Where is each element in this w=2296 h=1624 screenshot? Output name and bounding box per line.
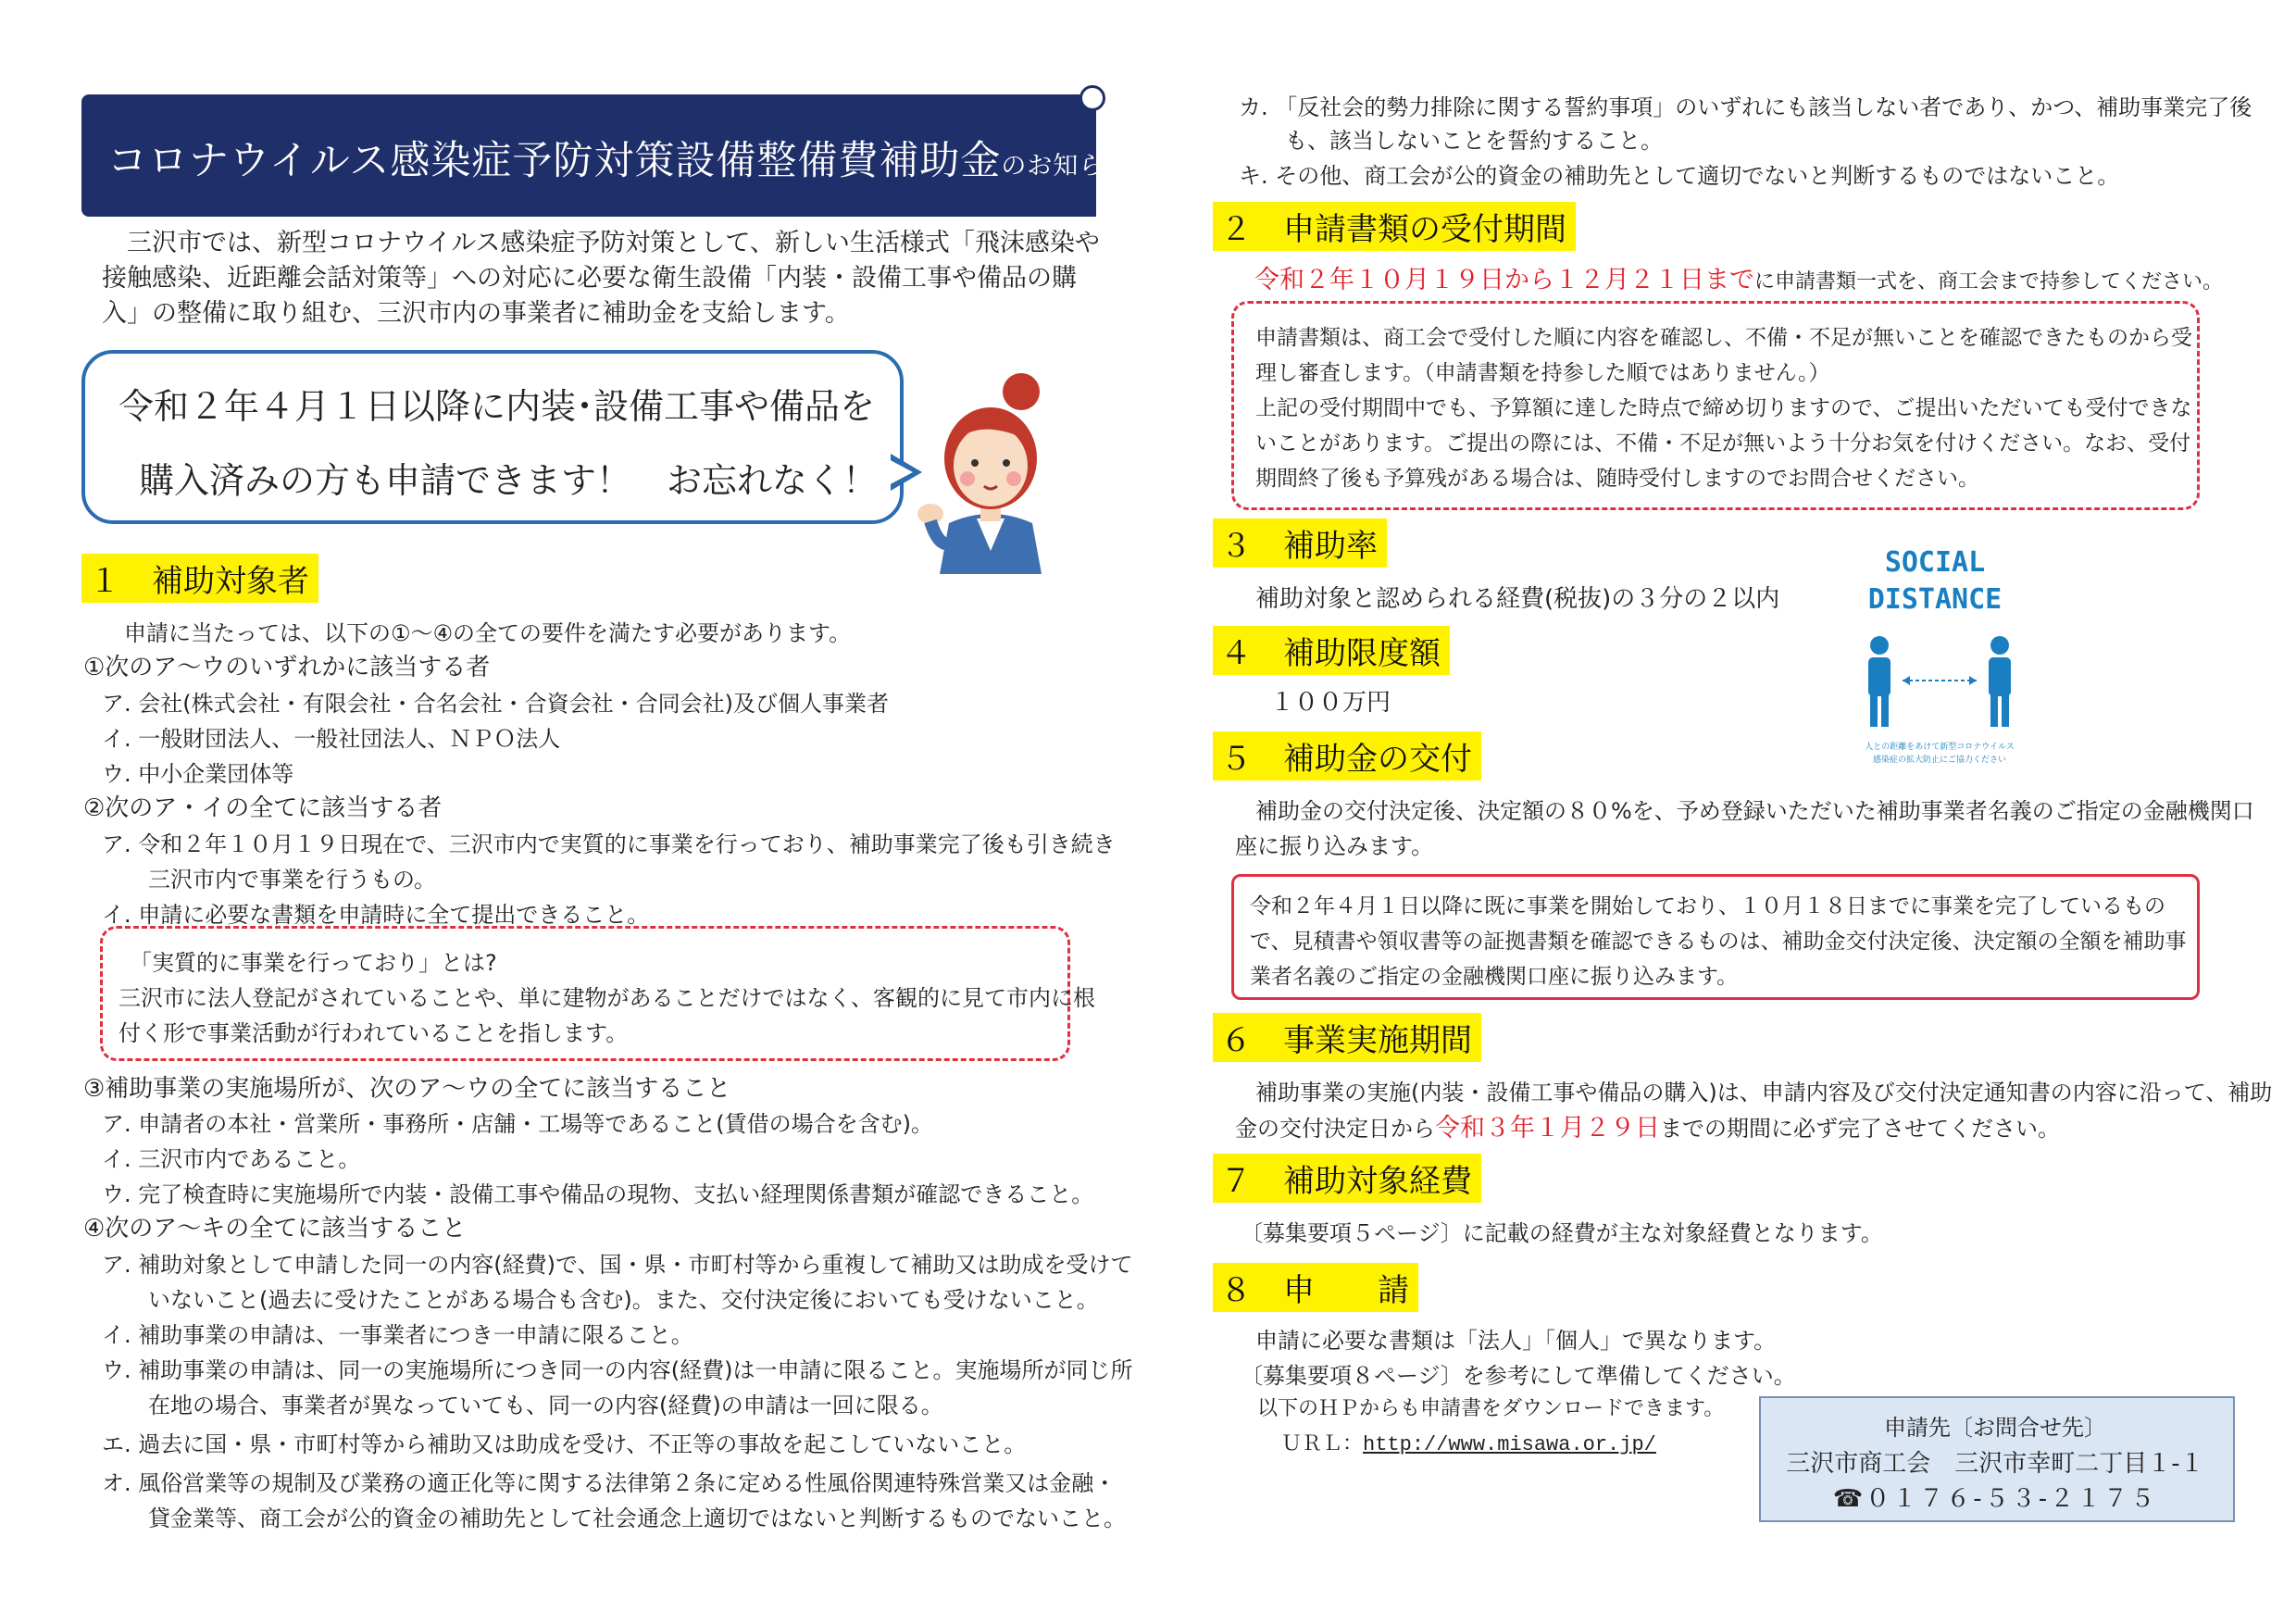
section-8-heading: ８ 申 請 [1213,1263,1418,1312]
s1-g4-item: オ. 風俗営業等の規制及び業務の適正化等に関する法律第２条に定める性風俗関連特殊営業又は金融・ [102,1470,1117,1496]
s1-g4-item: 在地の場合、事業者が異なっていても、同一の内容(経費)の申請は一回に限る。 [148,1393,943,1418]
s1-g2-item: ア. 令和２年１０月１９日現在で、三沢市内で実質的に事業を行っており、補助事業完了後も引き続き [102,831,1116,857]
intro-line: 接触感染、近距離会話対策等」への対応に必要な衛生設備「内装・設備工事や備品の購 [102,264,1077,293]
illustration-hand [917,504,943,524]
illustration-cheek-left [960,471,975,486]
person-left-leg [1870,694,1878,727]
s6-line-2b: までの期間に必ず完了させてください。 [1660,1116,2060,1142]
s6-line: 補助事業の実施(内装・設備工事や備品の購入)は、申請内容及び交付決定通知書の内容に沿って、補助 [1255,1080,2273,1106]
s1-g4-item: キ. その他、商工会が公的資金の補助先として適切でないと判断するものではないこと。 [1239,163,2120,189]
illustration-eye-right [1003,459,1010,467]
section-1-heading: １ 補助対象者 [81,554,318,603]
person-left-head [1870,636,1889,655]
social-distance-logo [1861,544,2009,618]
s2-period-dates: 令和２年１０月１９日から１２月２１日まで [1254,266,1754,294]
s1-g4-item: 貸金業等、商工会が公的資金の補助先として社会通念上適切ではないと判断するものでないこと。 [148,1505,1126,1531]
s1-g2-item: イ. 申請に必要な書類を申請時に全て提出できること。 [102,902,650,928]
note-line: 三沢市に法人登記がされていることや、単に建物があることだけではなく、客観的に見て市内に根 [119,985,1096,1011]
contact-phone[interactable]: ☎０１７６-５３-２１７５ [1832,1485,2158,1513]
s1-g1-item: ウ. 中小企業団体等 [102,761,294,787]
s1-lead: 申請に当たっては、以下の①～④の全ての要件を満たす必要があります。 [124,620,852,646]
banner-scroll-curl [1079,85,1105,111]
s2-period-rest: に申請書類一式を、商工会まで持参してください。 [1754,270,2224,294]
s6-line-2 [1235,1107,2060,1143]
section-6-heading: ６ 事業実施期間 [1213,1013,1481,1062]
s6-line-2a: 金の交付決定日から [1235,1116,1435,1142]
s1-g4-item: ア. 補助対象として申請した同一の内容(経費)で、国・県・市町村等から重複して補助又は助成を受けて [102,1252,1133,1278]
distance-arrow-heads [1903,676,1977,685]
section-2-heading: ２ 申請書類の受付期間 [1213,202,1576,251]
s1-group3-title: ③補助事業の実施場所が、次のア～ウの全てに該当すること [83,1075,731,1103]
note-title: 「実質的に事業を行っており」とは? [130,950,497,976]
section-4-heading: ４ 補助限度額 [1213,626,1450,675]
section-7-heading: ７ 補助対象経費 [1213,1154,1481,1203]
s1-group1-title: ①次のア～ウのいずれかに該当する者 [83,654,491,681]
s7-text: 〔募集要項５ページ〕に記載の経費が主な対象経費となります。 [1241,1220,1883,1246]
page-title [107,130,1130,186]
person-right-leg [1990,694,1998,727]
s1-g4-item: いないこと(過去に受けたことがある場合も含む)。また、交付決定後においても受けないこと。 [148,1287,1099,1313]
s2-box-line: 期間終了後も予算残がある場合は、随時受付しますのでお問合せください。 [1255,467,1979,491]
bubble-line-1: 令和２年４月１日以降に内装･設備工事や備品を [119,386,876,427]
intro-paragraph [102,226,1102,331]
website-link[interactable]: http://www.misawa.or.jp/ [1363,1433,1656,1456]
s1-g4-item: も、該当しないことを誓約すること。 [1285,128,1663,154]
s1-g4-item: カ. 「反社会的勢力排除に関する誓約事項」のいずれにも該当しない者であり、かつ、補助事業完了後 [1239,94,2252,120]
s5-box-line: 令和２年４月１日以降に既に事業を開始しており、１０月１８日までに事業を完了しているもの [1250,894,2165,918]
person-left-leg [1881,694,1889,727]
person-right-head [1990,636,2009,655]
section-5-heading: ５ 補助金の交付 [1213,731,1481,781]
title-main: コロナウイルス感染症予防対策設備整備費補助金 [107,138,1002,184]
s2-box-line: いことがあります。ご提出の際には、不備・不足が無いよう十分お気を付けください。なお、受付 [1255,431,2191,456]
s1-g3-item: ウ. 完了検査時に実施場所で内装・設備工事や備品の現物、支払い経理関係書類が確認できること。 [102,1181,1094,1207]
receptionist-illustration [912,366,1069,574]
bubble-line-2: 購入済みの方も申請できます！ お忘れなく！ [139,460,879,501]
title-suffix: のお知らせ [1001,152,1130,181]
illustration-hair-bun [1003,373,1040,410]
s1-g1-item: ア. 会社(株式会社・有限会社・合名会社・合資会社・合同会社)及び個人事業者 [102,691,889,717]
s8-line: 〔募集要項８ページ〕を参考にして準備してください。 [1241,1363,1796,1389]
s2-box-line: 理し審査します。（申請書類を持参した順ではありません。） [1255,361,1830,385]
illustration-cheek-right [1006,471,1021,486]
s1-g1-item: イ. 一般財団法人、一般社団法人、ＮＰＯ法人 [102,726,561,752]
s1-g4-item: エ. 過去に国・県・市町村等から補助又は助成を受け、不正等の事故を起こしていないこと。 [102,1431,1027,1457]
s1-g3-item: イ. 三沢市内であること。 [102,1146,361,1172]
intro-line: 入」の整備に取り組む、三沢市内の事業者に補助金を支給します。 [102,299,850,328]
s1-g4-item: ウ. 補助事業の申請は、同一の実施場所につき同一の内容(経費)は一申請に限ること。実施場所が同じ所 [102,1357,1133,1383]
s8-line: 以下のＨＰからも申請書をダウンロードできます。 [1257,1397,1725,1420]
distance-text: DISTANCE [1867,583,2003,616]
caption-line: 感染症の拡大防止にご協力ください [1872,756,2006,765]
s3-text: 補助対象と認められる経費(税抜)の３分の２以内 [1255,585,1780,613]
s5-box-line: で、見積書や領収書等の証拠書類を確認できるものは、補助金交付決定後、決定額の全額を補助事 [1250,930,2187,954]
person-right-leg [2002,694,2009,727]
s4-text: １００万円 [1270,689,1391,717]
contact-org: 三沢市商工会 三沢市幸町二丁目１-１ [1786,1450,2204,1478]
s2-box-line: 申請書類は、商工会で受付した順に内容を確認し、不備・不足が無いことを確認できたものから受 [1255,326,2192,350]
s5-line: 座に振り込みます。 [1235,833,1434,859]
illustration-eye-left [971,459,979,467]
s1-group2-title: ②次のア・イの全てに該当する者 [83,794,443,822]
intro-line: 三沢市では、新型コロナウイルス感染症予防対策として、新しい生活様式「飛沫感染や [127,229,1100,257]
speech-bubble-tail-fill [887,458,913,486]
person-right-body [1989,657,2011,696]
section-3-heading: ３ 補助率 [1213,518,1387,568]
s5-box-line: 業者名義のご指定の金融機関口座に振り込みます。 [1250,965,1739,989]
s1-g2-item: 三沢市内で事業を行うもの。 [148,867,437,893]
social-distance-figures [1856,634,2023,731]
s2-box-line: 上記の受付期間中でも、予算額に達した時点で締め切りますので、ご提出いただいても受付できな [1255,396,2192,420]
caption-line: 人との距離をあけて新型コロナウイルス [1865,743,2015,752]
url-label: ＵＲＬ： [1281,1432,1364,1455]
s8-url-row [1281,1428,1656,1456]
s1-g3-item: ア. 申請者の本社・営業所・事務所・店舗・工場等であること(賃借の場合を含む)。 [102,1111,933,1137]
social-distance-caption [1852,741,2028,767]
s1-g4-item: イ. 補助事業の申請は、一事業者につき一申請に限ること。 [102,1322,693,1348]
s5-line: 補助金の交付決定後、決定額の８０%を、予め登録いただいた補助事業者名義のご指定の金融機関口 [1255,798,2254,824]
s2-period [1254,259,2223,295]
contact-title: 申請先〔お問合せ先〕 [1884,1415,2106,1441]
s6-deadline: 令和３年１月２９日 [1435,1114,1660,1143]
illustration-face [954,425,1028,506]
s1-group4-title: ④次のア～キの全てに該当すること [83,1215,467,1243]
social-text: SOCIAL [1884,546,1986,579]
note-line: 付く形で事業活動が行われていることを指します。 [119,1020,629,1046]
s8-line: 申請に必要な書類は「法人」「個人」で異なります。 [1255,1328,1777,1354]
person-left-body [1868,657,1890,696]
